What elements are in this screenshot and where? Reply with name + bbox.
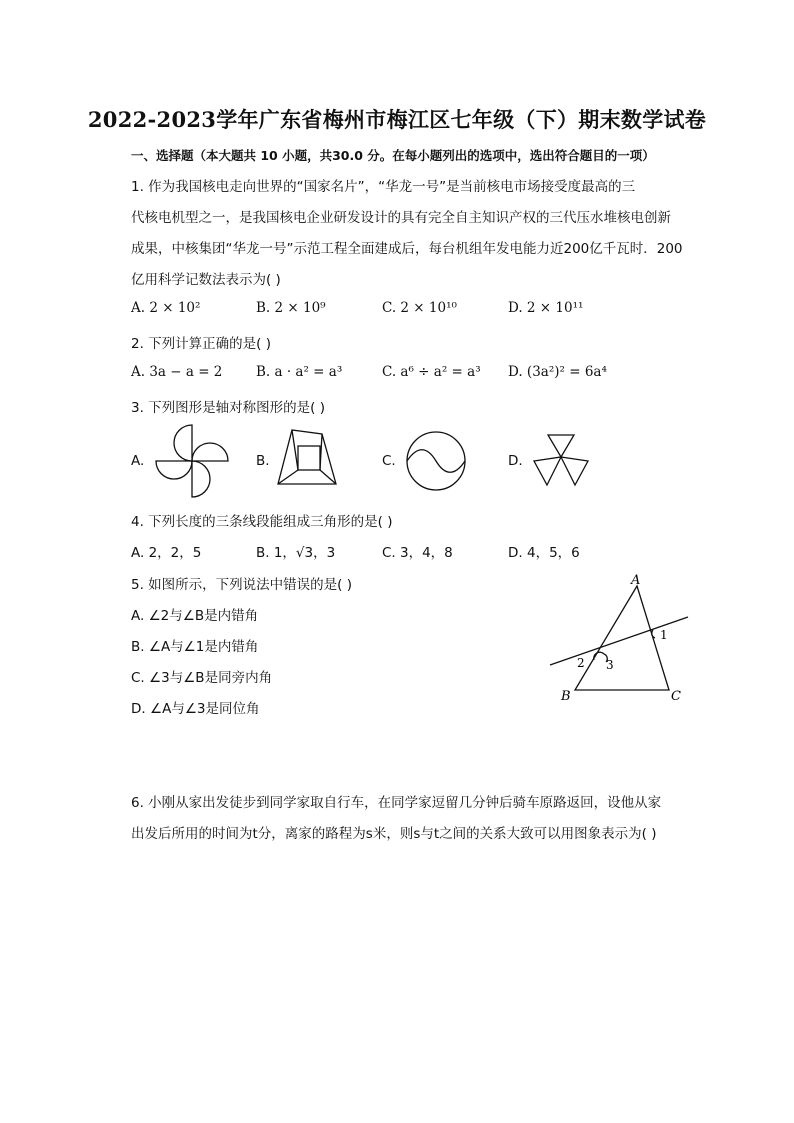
q5-option-c: C. ∠3与∠B是同旁内角 [131, 670, 273, 686]
q3-option-a-label: A. [131, 453, 145, 469]
page-title: 2022-2023学年广东省梅州市梅江区七年级（下）期末数学试卷 [87, 107, 707, 132]
angle-1-label: 1 [660, 628, 668, 642]
vertex-b-label: B [561, 689, 571, 704]
q1-option-a: A. 2 × 10² [131, 300, 201, 316]
q6-line-1: 6. 小刚从家出发徒步到同学家取自行车，在同学家逗留几分钟后骑车原路返回，设他从家 [131, 795, 662, 811]
q1-line-2: 代核电机型之一，是我国核电企业研发设计的具有完全自主知识产权的三代压水堆核电创新 [131, 210, 671, 226]
three-triangles-figure [532, 433, 590, 489]
angle-2-label: 2 [577, 656, 585, 670]
q4-option-b: B. 1，√3，3 [256, 545, 336, 561]
q6-line-2: 出发后所用的时间为t分，离家的路程为s米，则s与t之间的关系大致可以用图象表示为( ) [131, 826, 657, 842]
q1-line-3: 成果，中核集团“华龙一号”示范工程全面建成后，每台机组年发电能力近200亿千瓦时．200 [131, 241, 683, 257]
q1-option-d: D. 2 × 10¹¹ [508, 300, 584, 316]
q3-option-b-label: B. [256, 453, 270, 469]
q5-option-a: A. ∠2与∠B是内错角 [131, 608, 259, 624]
q5-stem: 5. 如图所示，下列说法中错误的是( ) [131, 577, 352, 593]
q4-option-d: D. 4，5，6 [508, 545, 580, 561]
q3-option-c-label: C. [382, 453, 396, 469]
q4-option-a: A. 2，2，5 [131, 545, 202, 561]
vertex-c-label: C [671, 689, 681, 704]
q3-stem: 3. 下列图形是轴对称图形的是( ) [131, 400, 325, 416]
q2-stem: 2. 下列计算正确的是( ) [131, 336, 271, 352]
q2-option-a: A. 3a − a = 2 [131, 364, 223, 380]
angle-3-label: 3 [606, 658, 614, 672]
q2-option-d: D. (3a²)² = 6a⁴ [508, 364, 607, 380]
vertex-a-label: A [631, 573, 641, 588]
q4-option-c: C. 3，4，8 [382, 545, 453, 561]
circle-s-curve-figure [405, 430, 467, 492]
q2-option-b: B. a · a² = a³ [256, 364, 343, 380]
section-heading: 一、选择题（本大题共 10 小题，共30.0 分。在每小题列出的选项中，选出符合题目的一项） [131, 148, 655, 163]
q1-line-1: 1. 作为我国核电走向世界的“国家名片”，“华龙一号”是当前核电市场接受度最高的三 [131, 179, 636, 195]
q2-option-c: C. a⁶ ÷ a² = a³ [382, 364, 481, 380]
q1-option-b: B. 2 × 10⁹ [256, 300, 326, 316]
q1-option-c: C. 2 × 10¹⁰ [382, 300, 457, 316]
q5-option-d: D. ∠A与∠3是同位角 [131, 701, 260, 717]
q3-option-d-label: D. [508, 453, 523, 469]
pinwheel-figure [148, 423, 238, 499]
q4-stem: 4. 下列长度的三条线段能组成三角形的是( ) [131, 514, 393, 530]
q5-option-b: B. ∠A与∠1是内错角 [131, 639, 259, 655]
triangle-transversal-figure [545, 572, 695, 707]
square-triangle-figure [276, 428, 338, 488]
q1-line-4: 亿用科学记数法表示为( ) [131, 272, 281, 288]
